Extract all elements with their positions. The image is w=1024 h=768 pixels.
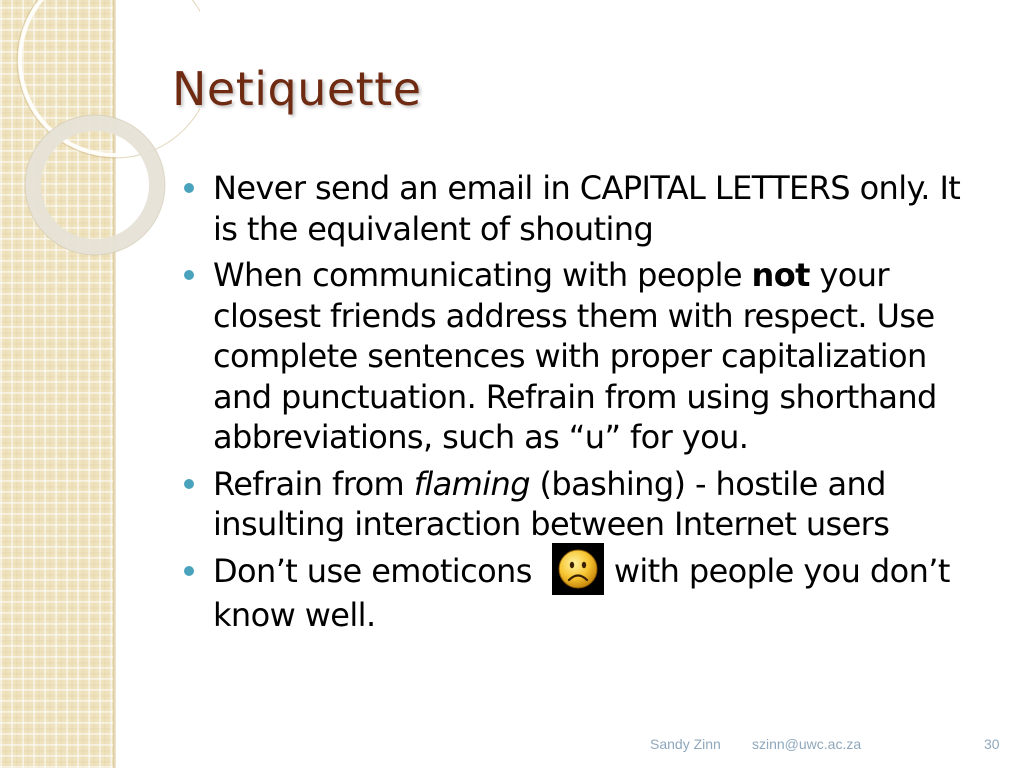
- bullet-text-pre: Don’t use emoticons: [213, 551, 532, 590]
- bullet-dot-icon: [184, 270, 194, 280]
- bullet-text-pre: When communicating with people: [213, 256, 752, 294]
- bullet-text-italic: flaming: [413, 464, 530, 503]
- slide-title: Netiquette: [172, 62, 422, 116]
- bullet-text: Never send an email in CAPITAL LETTERS only. It is the equivalent of shouting: [213, 169, 961, 248]
- bullet-text-pre: Refrain from: [213, 464, 414, 503]
- sad-face-icon: [552, 543, 604, 595]
- bullet-item-respect: [180, 255, 990, 458]
- footer-page-number: 30: [984, 736, 1000, 752]
- bullet-dot-icon: [184, 566, 194, 576]
- bullet-item-emoticons: [180, 551, 990, 636]
- bullet-item-flaming: [180, 464, 990, 545]
- bullet-item-capital-letters: [180, 168, 990, 249]
- bullet-text-bold: not: [751, 256, 810, 294]
- bullet-text-post: your closest friends address them with respect. Use complete sentences with proper capitalization and punctuation. Refrain from using shorthand abbreviations, such as “u” for you.: [213, 256, 937, 456]
- bullet-text-post: with people you don’t know well.: [213, 551, 950, 634]
- decorative-rings: [0, 0, 200, 300]
- bullet-dot-icon: [184, 479, 194, 489]
- bullet-dot-icon: [184, 183, 194, 193]
- footer-author: Sandy Zinn: [650, 736, 721, 752]
- footer-email: szinn@uwc.ac.za: [752, 736, 862, 752]
- bullet-text-post: (bashing) - hostile and insulting interaction between Internet users: [213, 464, 890, 543]
- bullet-list: [180, 168, 990, 641]
